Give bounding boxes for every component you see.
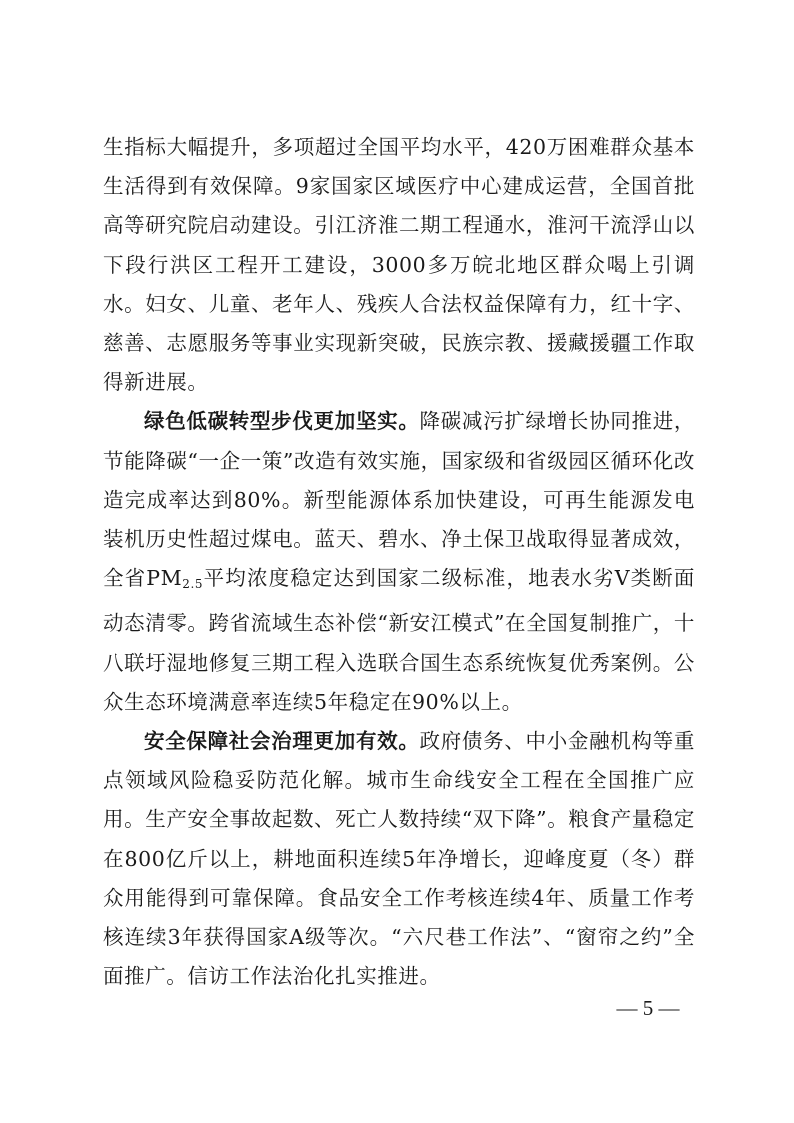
paragraph-safety-lead: 安全保障社会治理更加有效。 xyxy=(144,729,420,754)
paragraph-livelihood xyxy=(103,128,695,402)
paragraph-safety-governance xyxy=(103,722,695,996)
page-number: — 5 — xyxy=(616,996,680,1020)
paragraph-green-lead: 绿色低碳转型步伐更加坚实。 xyxy=(144,409,420,434)
pm-subscript: 2.5 xyxy=(182,577,204,592)
paragraph-green-text-a: 降碳减污扩绿增长协同推进，节能降碳“一企一策”改造有效实施，国家级和省级园区循环化改造完成率达到80%。新型能源体系加快建设，可再生能源发电装机历史性超过煤电。蓝天、碧水、净土保卫战取得显著成效，全省PM xyxy=(103,409,695,591)
paragraph-green-text-b: 平均浓度稳定达到国家二级标准，地表水劣Ⅴ类断面动态清零。跨省流域生态补偿“新安江模式”在全国复制推广，十八联圩湿地修复三期工程入选联合国生态系统恢复优秀案例。公众生态环境满意率连续5年稳定在90%以上。 xyxy=(103,566,695,714)
paragraph-safety-text: 政府债务、中小金融机构等重点领域风险稳妥防范化解。城市生命线安全工程在全国推广应用。生产安全事故起数、死亡人数持续“双下降”。粮食产量稳定在800亿斤以上，耕地面积连续5年净增长，迎峰度夏（冬）群众用能得到可靠保障。食品安全工作考核连续4年、质量工作考核连续3年获得国家A级等次。“六尺巷工作法”、“窗帘之约”全面推广。信访工作法治化扎实推进。 xyxy=(103,729,695,989)
paragraph-livelihood-text: 生指标大幅提升，多项超过全国平均水平，420万困难群众基本生活得到有效保障。9家国家区域医疗中心建成运营，全国首批高等研究院启动建设。引江济淮二期工程通水，淮河干流浮山以下段行洪区工程开工建设，3000多万皖北地区群众喝上引调水。妇女、儿童、老年人、残疾人合法权益保障有力，红十字、慈善、志愿服务等事业实现新突破，民族宗教、援藏援疆工作取得新进展。 xyxy=(103,135,695,395)
paragraph-green-transition xyxy=(103,402,695,722)
body-text xyxy=(103,128,695,996)
